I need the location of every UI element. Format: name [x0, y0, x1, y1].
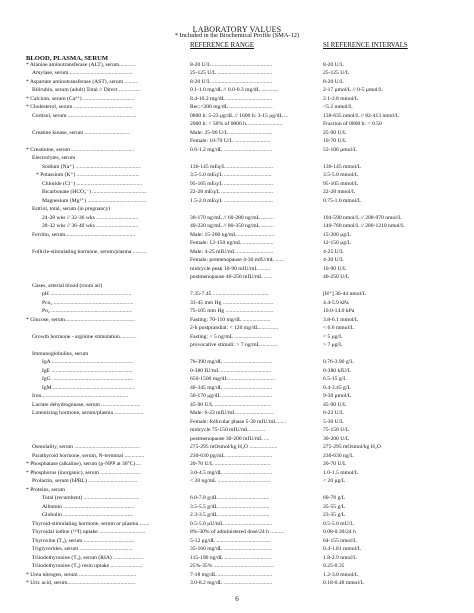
row-si-interval: 40-250 U/L	[323, 274, 350, 280]
row-parameter: * Potassium (K⁺) .............................................	[36, 172, 140, 178]
row-parameter: * Urea nitrogen, serum .........................................	[26, 571, 137, 578]
row-reference-range: 3.0-4.5 mg/dL ...................................	[190, 469, 273, 476]
row-reference-range: Male: 4-25 mIU/mL ..........................	[190, 248, 274, 255]
row-si-interval: 6.5-15 g/L	[323, 376, 347, 382]
row-si-interval: 95-105 mmol/L	[323, 180, 359, 187]
row-reference-range: 33-45 mm Hg ....................................	[190, 299, 274, 306]
row-reference-range: 3.5-5.0 mEq/L ..................................	[190, 172, 272, 178]
row-reference-range: 3.0-8.2 mg/dL ...................................	[190, 580, 273, 586]
row-reference-range: 20-70 U/L ........................................	[190, 461, 271, 467]
row-parameter: 28-32 wks // 36-40 wks ..............................	[42, 223, 139, 229]
row-si-interval: < 20 μg/L	[323, 478, 346, 484]
row-si-interval: 0.4-3.45 g/L	[323, 384, 351, 391]
row-reference-range: Female: 12-150 ng/mL ......................	[190, 240, 274, 246]
row-parameter: * Uric acid, serum.................................................	[26, 580, 136, 586]
row-reference-range: postmenopause 30-200 mIU/mL ....	[190, 435, 270, 442]
page-number: 6	[235, 595, 239, 603]
row-si-interval: 4-25 U/L	[323, 248, 344, 255]
row-si-interval: 22-28 mmol/L	[323, 189, 356, 195]
page-subtitle: * Included in the Biochemical Profile (SMA-12)	[174, 32, 300, 39]
row-si-interval: 1.8-2.9 nmol/L	[323, 554, 357, 561]
row-si-interval: > 7 μg/L	[323, 342, 343, 348]
row-si-interval: [H⁺] 36-44 nmol/L	[323, 291, 367, 297]
row-si-interval: 275-295 mOsmol/kg H₂O	[323, 444, 381, 450]
row-reference-range: 0.6-1.2 mg/dL ...................................	[190, 146, 273, 153]
row-parameter: Triiodothyronine (T₃), serum (RIA) ......................	[32, 554, 144, 561]
row-reference-range: 40-345 mg/dL ...................................	[190, 384, 273, 391]
row-reference-range: Rec:<200 mg/dL ...............................	[190, 104, 273, 110]
row-si-interval: 0.5-5.0 mU/L	[323, 520, 354, 527]
row-reference-range: 50-170 μg/dL ....................................	[190, 393, 273, 399]
row-reference-range: 35-160 mg/dL ...................................	[190, 546, 273, 552]
row-si-interval: 20-70 U/L	[323, 461, 347, 467]
row-si-interval: 5-30 U/L	[323, 418, 344, 425]
row-si-interval: 6-23 U/L	[323, 410, 344, 416]
row-reference-range: Male: 15-200 ng/mL ..........................	[190, 231, 275, 238]
row-si-interval: <5.2 mmol/L	[323, 104, 353, 110]
row-parameter: IgE ..........................................................	[42, 367, 133, 374]
row-si-interval: 0.25-0.35	[323, 563, 345, 569]
row-reference-range: 8%-30% of administered dose/24 h ..........	[190, 529, 285, 535]
row-parameter: pH ..........................................................	[42, 291, 132, 297]
row-parameter: Bicarbonate (HCO₃⁻) .......................................	[42, 189, 147, 195]
row-si-interval: 138-635 nmol/L // 82-413 nmol/L	[323, 112, 399, 119]
row-parameter: * Cholesterol, serum ..........................................	[26, 104, 133, 110]
row-si-interval: 1.0-1.5 mmol/L	[323, 469, 359, 476]
row-si-interval: 0.4-1.81 mmol/L	[323, 546, 362, 552]
row-reference-range: 275-295 mOsmol/kg H₂O ....................	[190, 444, 278, 450]
row-reference-range: 115-190 ng/dL ..................................	[190, 554, 272, 561]
row-si-interval: 9-30 μmol/L	[323, 393, 352, 399]
row-reference-range: 1.5-2.0 mEq/L ...................................	[190, 197, 273, 204]
row-reference-range: Fasting: < 5 ng/mL ...........................	[190, 333, 273, 340]
row-si-interval: 0.18-0.48 mmol/L	[323, 580, 364, 586]
row-reference-range: 45-90 U/L ........................................	[190, 401, 271, 408]
row-reference-range: 0.5-5.0 μU/mL ..................................	[190, 520, 273, 527]
row-parameter: * Calcium, serum (Ca²⁺) .....................................	[26, 95, 135, 102]
row-si-interval: 23-35 g/L	[323, 512, 346, 518]
row-si-interval: 8-20 U/L	[323, 78, 344, 85]
row-reference-range: 95-105 mEq/L ...................................	[190, 180, 273, 187]
row-si-interval: 60-78 g/L	[323, 495, 346, 501]
row-parameter: Ferritin, serum..................................................	[32, 231, 136, 238]
row-reference-range: Female: 10-70 U/L ..........................	[190, 138, 271, 144]
row-si-interval: 75-150 U/L	[323, 427, 350, 433]
row-parameter: Estriol, total, serum (in pregnancy)	[32, 206, 111, 212]
row-parameter: Pco₂ .........................................................	[42, 299, 134, 306]
row-parameter: * Phosphatase (alkaline), serum (p-NPP at 30°C)....	[26, 461, 141, 467]
row-parameter: Albumin ...................................................	[42, 503, 135, 510]
row-parameter: Cortisol, serum .................................................	[32, 112, 137, 119]
row-reference-range: postmenopause 40-250 mIU/mL ......	[190, 274, 273, 280]
row-parameter: * Creatinine, serum .............................................	[26, 146, 135, 153]
row-reference-range: Fasting: 70-110 mg/dL ....................	[190, 316, 271, 323]
row-parameter: Bilirubin, serum (adult) Total // Direct ...............	[32, 87, 140, 93]
row-parameter: Magnesium (Mg²⁺) ..........................................	[42, 197, 147, 204]
row-parameter: Iron..............................................................	[32, 393, 129, 399]
row-si-interval: 3.8-6.1 mmol/L	[323, 316, 359, 323]
row-parameter: Lactate dehydrogenase, serum ............................	[32, 401, 141, 408]
row-si-interval: 0.76-3.90 g/L	[323, 359, 354, 365]
row-reference-range: 8-20 U/L ...........................................	[190, 61, 272, 68]
row-parameter: Immunoglobulins, serum	[32, 350, 89, 357]
row-parameter: * Glucose, serum..................................................	[26, 316, 135, 323]
row-si-interval: 45-90 U/L	[323, 401, 347, 408]
row-si-interval: 12-150 μg/L	[323, 240, 352, 246]
row-si-interval: < 6.6 mmol/L	[323, 325, 354, 331]
column-header-si: SI REFERENCE INTERVALS	[323, 42, 408, 49]
row-reference-range: 0.1-1.0 mg/dL // 0.0-0.3 mg/dL ............	[190, 87, 278, 93]
row-parameter: IgG ..........................................................	[42, 376, 134, 382]
row-si-interval: 15-200 μg/L	[323, 231, 352, 238]
row-reference-range: 25-125 U/L .......................................	[190, 70, 272, 76]
row-reference-range: 22-28 mEq/L .....................................	[190, 189, 273, 195]
row-parameter: Po₂ ..........................................................	[42, 308, 133, 314]
row-si-interval: 30-200 U/L	[323, 435, 350, 442]
row-si-interval: 2-17 μmol/L // 0-5 μmol/L	[323, 87, 383, 93]
row-parameter: Total (recumbent) ........................................	[42, 495, 140, 501]
row-parameter: IgA ..........................................................	[42, 359, 133, 365]
row-si-interval: 4-30 U/L	[323, 257, 344, 263]
row-reference-range: Female: follicular phase 5-30 mIU/mL ......	[190, 418, 287, 425]
row-parameter: Triiodothyronine (T₃) resin uptake .......................	[32, 563, 143, 569]
row-parameter: Growth hormone - arginine stimulation............	[32, 333, 137, 340]
row-si-interval: 25-125 U/L	[323, 70, 350, 76]
row-parameter: Thyroxine (T₄), serum ....................................	[32, 537, 135, 544]
row-parameter: * Proteins, serum	[26, 486, 65, 493]
row-reference-range: 2000 h: < 50% of 0800 h..........................	[190, 121, 283, 127]
row-parameter: Gases, arterial blood (room air)	[32, 282, 103, 289]
row-si-interval: 230-630 ng/L	[323, 452, 354, 459]
row-parameter: Prolactin, serum (hPRL) ...................................	[32, 478, 138, 484]
row-si-interval: 2.1-2.8 mmol/L	[323, 95, 359, 102]
row-reference-range: midcycle peak 10-90 mIU/mL ........	[190, 265, 271, 272]
row-si-interval: 3.5-5.0 mmol/L	[323, 172, 359, 178]
row-reference-range: 76-390 mg/dL ...................................	[190, 359, 273, 365]
row-reference-range: 650-1500 mg/dL .................................	[190, 376, 276, 382]
row-parameter: Thyroidal iodine (¹²³I) uptake .................................	[32, 529, 146, 535]
section-heading: BLOOD, PLASMA, SERUM	[26, 55, 109, 62]
row-parameter: 24-28 wks // 32-36 wks ..............................	[42, 214, 139, 221]
row-parameter: IgM ..........................................................	[42, 384, 135, 391]
row-si-interval: 10-90 U/L	[323, 265, 347, 272]
row-parameter: Creatine kinase, serum ................................	[32, 129, 130, 136]
row-reference-range: provocative stimuli: > 7 ng/mL ............	[190, 342, 278, 348]
row-si-interval: Fraction of 0800 h: < 0.50	[323, 121, 382, 127]
row-si-interval: 10.0-14.0 kPa	[323, 308, 355, 314]
row-parameter: Electrolytes, serum	[32, 155, 76, 161]
row-si-interval: 1.2-3.0 mmol/L	[323, 571, 359, 578]
row-si-interval: 140-760 nmol/L // 280-1210 nmol/L	[323, 223, 405, 229]
row-reference-range: 136-145 mEq/L .................................	[190, 163, 273, 170]
row-parameter: Amylase, serum .............................................	[32, 70, 133, 76]
row-reference-range: 6.0-7.8 g/dL ....................................	[190, 495, 270, 501]
row-si-interval: 4.4-5.9 kPa	[323, 299, 349, 306]
row-parameter: Triglycerides, serum ......................................	[32, 546, 133, 552]
row-parameter: Globulin ..................................................	[42, 512, 134, 518]
row-reference-range: Female: premenopause 4-30 mIU/mL ......	[190, 257, 284, 263]
row-reference-range: Male: 25-90 U/L ...............................	[190, 129, 273, 136]
row-parameter: Follicle-stimulating hormone, serum/plasma ..........	[32, 248, 147, 255]
row-reference-range: 40-220 ng/mL // 80-350 ng/mL .........	[190, 223, 274, 229]
row-reference-range: 8-20 U/L ...........................................	[190, 78, 272, 85]
row-si-interval: 104-590 nmol/L // 208-970 nmol/L	[323, 214, 402, 221]
row-si-interval: 10-70 U/L	[323, 138, 347, 144]
row-reference-range: 3.5-5.5 g/dL ....................................	[190, 503, 270, 510]
row-si-interval: < 5 μg/L	[323, 333, 343, 340]
row-reference-range: 0800 h: 5-23 μg/dL // 1600 h: 3-15 μg/dL ...	[190, 112, 289, 119]
row-parameter: Osmolality, serum ...............................................	[32, 444, 141, 450]
row-reference-range: 2.3-3.5 g/dL ....................................	[190, 512, 270, 518]
row-parameter: Luteinizing hormone, serum/plasma .....................	[32, 410, 144, 416]
column-header-reference: REFERENCE RANGE	[190, 42, 255, 49]
page-title: LABORATORY VALUES	[192, 25, 282, 34]
row-si-interval: 0.75-1.0 mmol/L	[323, 197, 362, 204]
row-reference-range: 30-170 ng/mL // 60-280 ng/mL .........	[190, 214, 274, 221]
row-reference-range: midcycle 75-150 mIU/mL ...........	[190, 427, 266, 433]
row-parameter: * Phosphorus (inorganic), serum .............................	[26, 469, 141, 476]
row-reference-range: 0-380 IU/mL ....................................	[190, 367, 272, 374]
row-reference-range: 5-12 μg/dL .......................................	[190, 537, 271, 544]
row-reference-range: 7.35-7.45 ........................................	[190, 291, 269, 297]
row-parameter: * Alanine aminotransferase (ALT), serum............	[26, 61, 136, 68]
row-si-interval: 0.08-0.30/24 h	[323, 529, 356, 535]
row-parameter: Parathyroid hormone, serum, N-terminal ..............	[32, 452, 145, 459]
row-reference-range: 75-105 mm Hg ..................................	[190, 308, 274, 314]
row-parameter: Sodium (Na⁺) ...............................................	[42, 163, 142, 170]
row-si-interval: 53-106 μmol/L	[323, 146, 357, 153]
row-si-interval: 8-20 U/L	[323, 61, 344, 68]
row-reference-range: 230-630 pg/mL .................................	[190, 452, 273, 459]
row-parameter: * Aspartate aminotransferase (AST), serum .........	[26, 78, 138, 85]
row-si-interval: 35-55 g/L	[323, 503, 346, 510]
row-reference-range: Male: 6-23 mIU/mL ..........................	[190, 410, 274, 416]
row-reference-range: 7-18 mg/dL .......................................	[190, 571, 273, 578]
row-reference-range: 25%-35% ...........................................	[190, 563, 274, 569]
row-si-interval: 0-380 kIU/L	[323, 367, 352, 374]
row-reference-range: < 20 ng/mL ......................................	[190, 478, 271, 484]
row-parameter: Chloride (Cl⁻) ...............................................	[42, 180, 143, 187]
row-parameter: Thyroid-stimulating hormone, serum or plasma .......	[32, 520, 150, 527]
row-reference-range: 2-h postprandial: < 120 mg/dL..............	[190, 325, 279, 331]
row-reference-range: 8.4-10.2 mg/dL .................................	[190, 95, 273, 102]
row-si-interval: 64-155 nmol/L	[323, 537, 357, 544]
row-si-interval: 25-90 U/L	[323, 129, 347, 136]
row-si-interval: 136-145 mmol/L	[323, 163, 362, 170]
